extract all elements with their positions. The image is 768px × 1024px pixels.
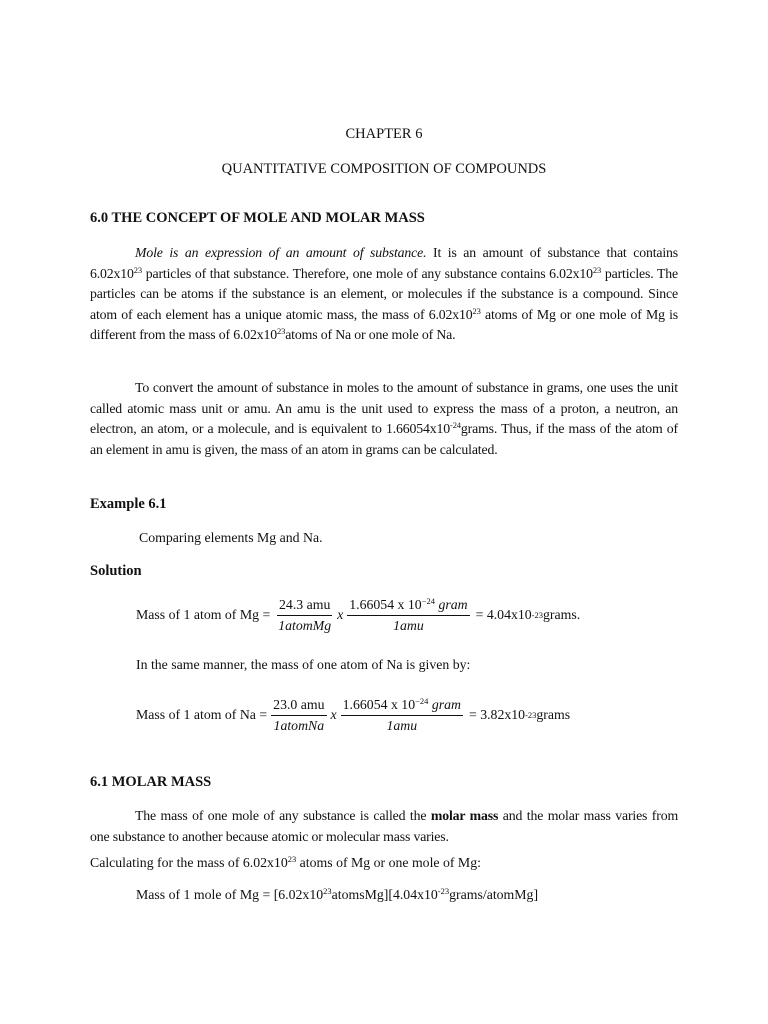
paragraph-mole-definition: Mole is an expression of an amount of substance. It is an amount of substance that contains $6.02x10^{23}$ particles of that substance. Therefore, one mole of any substance contains $6.02x10^{23}$ particles. The particles can be atoms if the substance is an element, or molecules if the substance is a compound. Since atom of each element has a unique atomic mass, the mass of $6.02x10^{23}$ atoms of Mg or one mole of Mg is different from the mass of $6.02x10^{23}atoms$ of Na or one mole of Na. [90,245,679,343]
chapter-label: CHAPTER 6 [345,126,423,142]
example-heading: Example 6.1 [90,496,167,512]
fraction-amu-per-atom: $\frac{\text{24.3 amu}}{\text{1atomMg}}$ [278,596,332,633]
example-text: Comparing elements Mg and Na. [139,530,323,545]
section-heading-6-1: 6.1 MOLAR MASS [90,774,212,790]
fraction-amu-per-atom: $\frac{\text{23.0 amu}}{\text{1atomNa}}$ [273,696,325,733]
solution-heading: Solution [90,563,142,579]
section-heading-6-0: 6.0 THE CONCEPT OF MOLE AND MOLAR MASS [90,210,425,226]
fraction-gram-per-amu: $\frac{1.66054 x 10^{-24} gram}{\text{1amu}}$ [349,595,468,633]
same-manner-text: In the same manner, the mass of one atom of Na is given by: [136,657,471,672]
paragraph-amu: To convert the amount of substance in moles to the amount of substance in grams, one uses the unit called atomic mass unit or amu. An amu is the unit used to express the mass of a proton, a neutron, an electron, an atom, or a molecule, and is equivalent to $1.66054x10^{-24}grams$. Thus, if the mass of the atom of an element in amu is given, the mass of an atom in grams can be calculated. [90,380,678,457]
calculating-text: Calculating for the mass of $6.02x10^{23}$ atoms of Mg or one mole of Mg: [90,854,481,870]
equation-na: Mass of 1 atom of Na = $\frac{\text{23.0 amu}}{\text{1atomNa}}$ x $\frac{1.66054 x 10^{-24} gram}{\text{1amu}}$ = 3.82x10 -23 grams [136,695,571,733]
equation-mole-mg: Mass of 1 mole of $Mg = [6.02x10^{23}atomsMg][4.04x10^{-23}grams/atomMg]$ [136,886,539,902]
chapter-title: QUANTITATIVE COMPOSITION OF COMPOUNDS [221,161,547,177]
paragraph-molar-mass: The mass of one mole of any substance is called the molar mass and the molar mass varies from one substance to another because atomic or molecular mass varies. [90,808,679,844]
equation-mg: Mass of 1 atom of Mg = $\frac{\text{24.3 amu}}{\text{1atomMg}}$ x $\frac{1.66054 x 10^{-24} gram}{\text{1amu}}$ = 4.04x10 -23 grams. [136,595,581,633]
mole-definition-italic: Mole is an expression of an amount of substance. [135,245,427,260]
molar-mass-term: molar mass [430,808,499,823]
fraction-gram-per-amu: $\frac{1.66054 x 10^{-24} gram}{\text{1amu}}$ [342,695,461,733]
